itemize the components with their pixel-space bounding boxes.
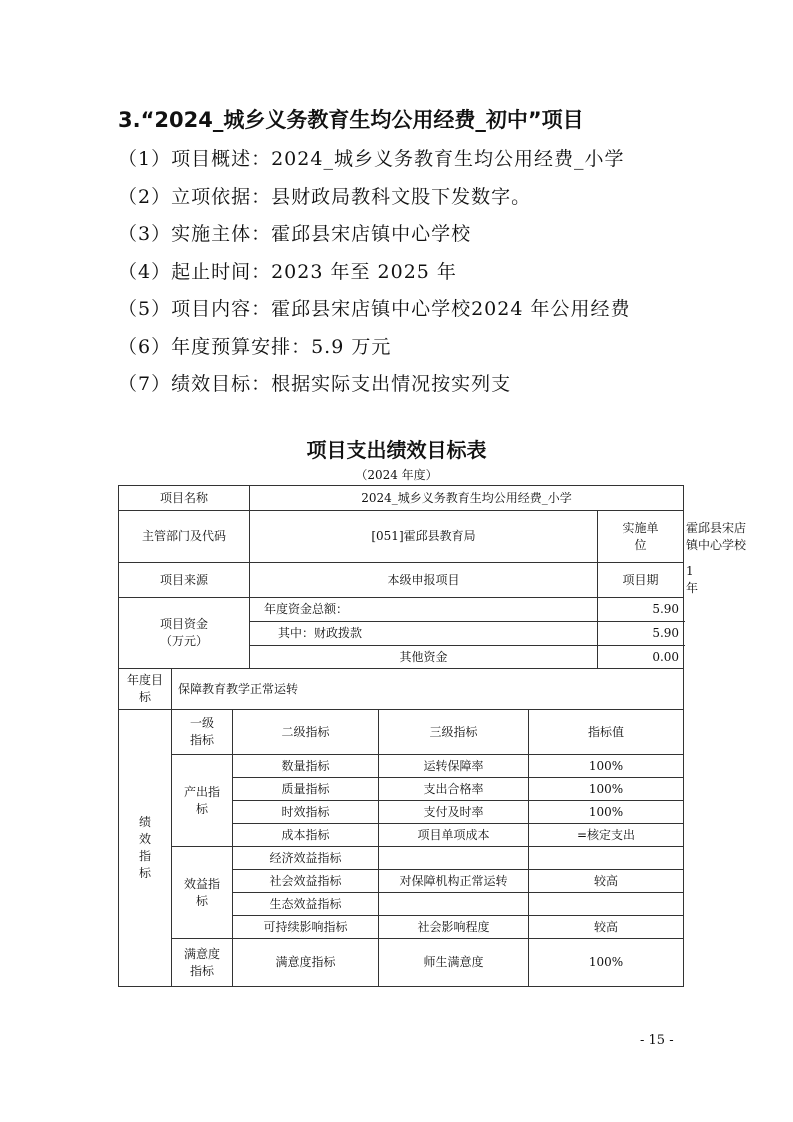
cell: 社会效益指标 [233,870,379,893]
cell [379,847,529,870]
cell: 成本指标 [233,824,379,847]
cell: 100% [529,755,684,778]
cell: 年度目标 [119,669,172,710]
cell: 项目名称 [119,486,250,511]
cell: 较高 [529,916,684,939]
cell: 其他资金 [250,646,598,669]
cell: 年度资金总额： [250,598,598,622]
cell: 100% [529,778,684,801]
section-heading: 3.“2024_城乡义务教育生均公用经费_初中”项目 [118,108,584,132]
cell: [051]霍邱县教育局 [250,511,598,563]
cell: 0.00 [598,646,684,669]
cell: 项目资金（万元） [119,598,250,669]
table-title: 项目支出绩效目标表 [306,438,487,462]
cell: 5.90 [598,622,684,646]
cell: 可持续影响指标 [233,916,379,939]
cell: 数量指标 [233,755,379,778]
project-info-line: （2）立项依据：县财政局教科文股下发数字。 [118,185,532,208]
unit-value: 霍邱县宋店镇中心学校 [686,520,747,552]
cell: 支出合格率 [379,778,529,801]
page-number: - 15 - [640,1033,674,1048]
cell: 项目单项成本 [379,824,529,847]
cell: =核定支出 [529,824,684,847]
table-row [119,939,684,987]
project-info-line: （3）实施主体：霍邱县宋店镇中心学校 [118,223,472,245]
cell: 二级指标 [233,710,379,755]
cell: 质量指标 [233,778,379,801]
cell: 师生满意度 [379,939,529,987]
cell: 指标值 [529,710,684,755]
cell: 社会影响程度 [379,916,529,939]
project-info-line: （1）项目概述：2024_城乡义务教育生均公用经费_小学 [118,148,625,170]
cell: 其中：财政拨款 [250,622,598,646]
cell [379,893,529,916]
cell [598,511,684,563]
cell: 较高 [529,870,684,893]
cell: 支付及时率 [379,801,529,824]
project-info-line: （5）项目内容：霍邱县宋店镇中心学校2024 年公用经费 [118,298,631,320]
cell: 满意度指标 [172,939,233,987]
cell: 效益指标 [172,847,233,939]
project-info-line: （6）年度预算安排：5.9 万元 [118,335,392,358]
cell: 时效指标 [233,801,379,824]
cell: 5.90 [598,598,684,622]
cell [529,893,684,916]
cell: 三级指标 [379,710,529,755]
cell: 对保障机构正常运转 [379,870,529,893]
cell: 一级指标 [172,710,233,755]
project-info-line: （4）起止时间：2023 年至 2025 年 [118,260,457,283]
cell: 满意度指标 [233,939,379,987]
cell: 项目期 [598,563,684,598]
performance-table: 项目名称 2024_城乡义务教育生均公用经费_小学 主管部门及代码 [051]霍邱县教育局 实施单位 霍邱县宋店镇中心学校 项目来源 本级申报项目 项目期 1 年 项目资金（万元） 年度资金总额： 5.90 其中：财政拨款 5.90 其他资金 0.00 年度目标 保障教育教学正常运转 绩效指标 一级指标 二级指标 三级指标 指标值 产出指标 数量指标 运转保障率 100% 质量指标 支出合格率 100% 时效指标 支付及时率 100% 成本指标 项目单项成本 =核定支出 效益指标 经济效益指标 社会效益指标 对保障机构正常运转 较高 生态效益指标 可持续影响指标 社会影响程度 较高 满意度指标 满意度指标 师生满意度 100% [118,485,684,987]
cell: 保障教育教学正常运转 [172,669,684,710]
cell: 产出指标 [172,755,233,847]
cell: 运转保障率 [379,755,529,778]
cell: 本级申报项目 [250,563,598,598]
cell: 项目来源 [119,563,250,598]
cell: 100% [529,939,684,987]
cell: 经济效益指标 [233,847,379,870]
cell: 绩效指标 [119,710,172,987]
table-row [119,755,684,778]
cell: 生态效益指标 [233,893,379,916]
cell: 2024_城乡义务教育生均公用经费_小学 [250,486,684,511]
table-subtitle: （2024 年度） [355,468,438,482]
cell: 主管部门及代码 [119,511,250,563]
table-row [119,847,684,870]
cell: 100% [529,801,684,824]
unit-label: 实施单位 [622,520,659,552]
cell [529,847,684,870]
project-info-line: （7）绩效目标：根据实际支出情况按实列支 [118,373,512,395]
